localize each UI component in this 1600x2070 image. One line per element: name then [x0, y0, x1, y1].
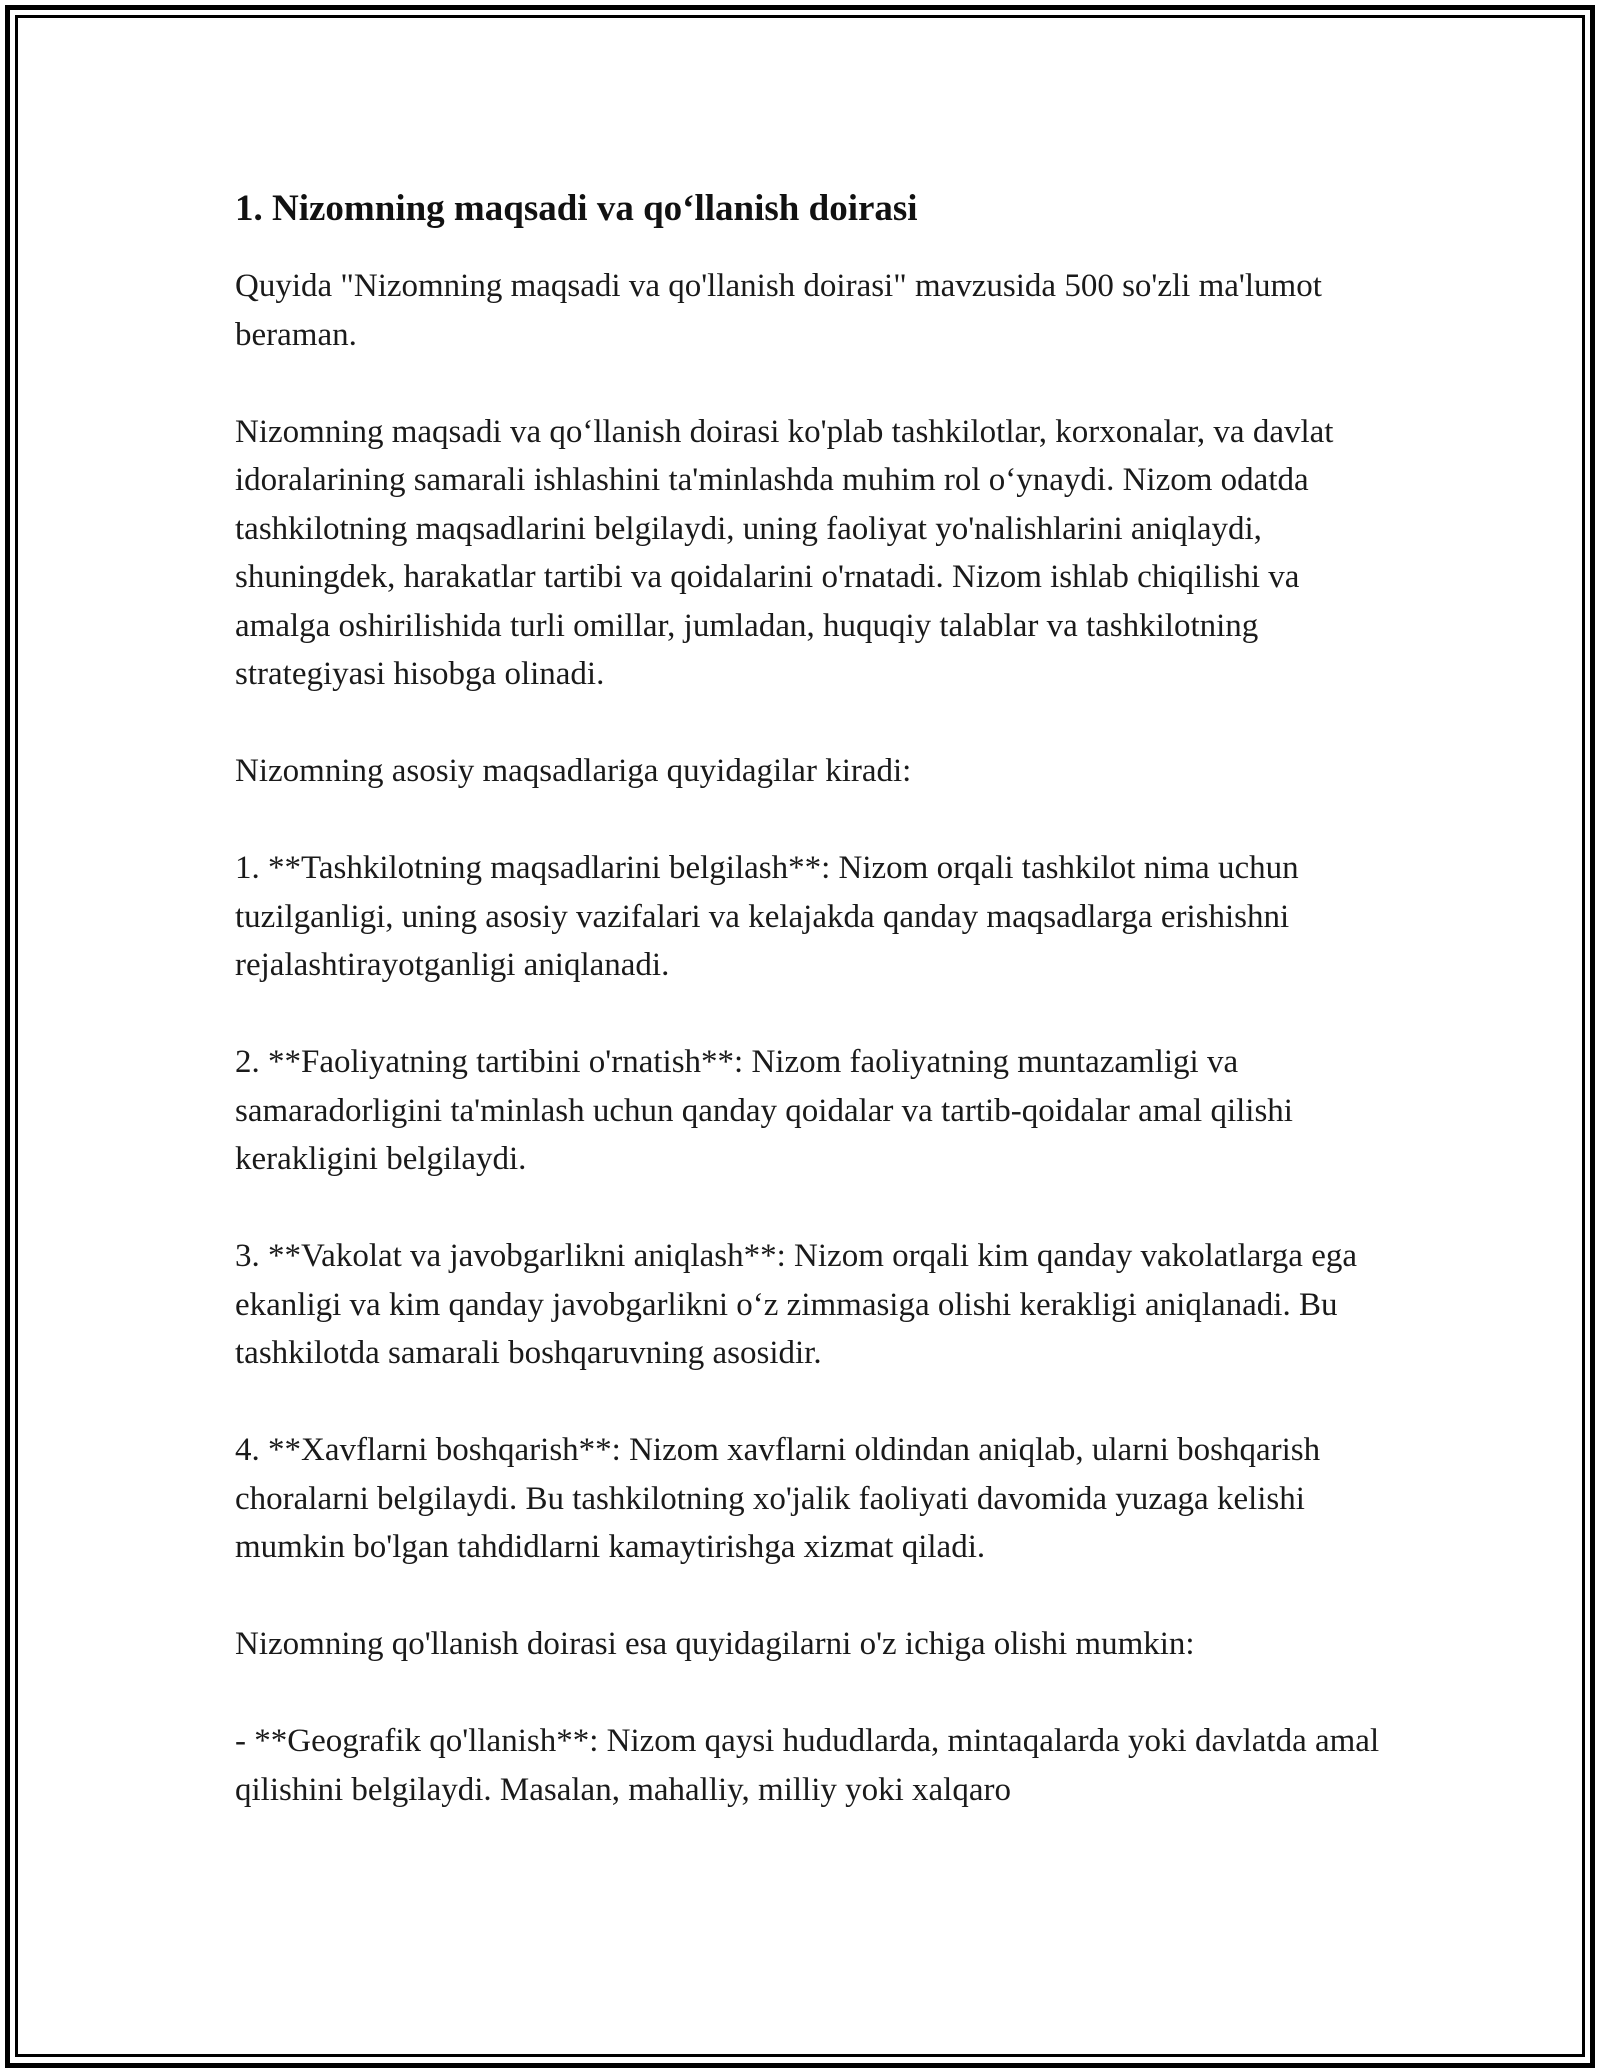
list-item-4: 4. **Xavflarni boshqarish**: Nizom xavflarni oldindan aniqlab, ularni boshqarish choralarni belgilaydi. Bu tashkilotning xo'jalik faoliyati davomida yuzaga kelishi mumkin bo'lgan tahdidlarni kamaytirishga xizmat qiladi.: [235, 1432, 1321, 1565]
list-item-1: 1. **Tashkilotning maqsadlarini belgilash**: Nizom orqali tashkilot nima uchun tuzilganligi, uning asosiy vazifalari va kelajakda qanday maqsadlarga erishishni rejalashtirayotganligi aniqlanadi.: [235, 850, 1299, 983]
purpose-paragraph: Nizomning maqsadi va qo‘llanish doirasi ko'plab tashkilotlar, korxonalar, va davlat idoralarining samarali ishlashini ta'minlashda muhim rol o‘ynaydi. Nizom odatda tashkilotning maqsadlarini belgilaydi, uning faoliyat yo'nalishlarini aniqlaydi, shuningdek, harakatlar tartibi va qoidalarini o'rnatadi. Nizom ishlab chiqilishi va amalga oshirilishida turli omillar, jumladan, huquqiy talablar va tashkilotning strategiyasi hisobga olinadi.: [235, 413, 1334, 692]
list-item-2: 2. **Faoliyatning tartibini o'rnatish**: Nizom faoliyatning muntazamligi va samaradorligini ta'minlash uchun qanday qoidalar va tartib-qoidalar amal qilishi kerakligini belgilaydi.: [235, 1044, 1293, 1177]
intro-paragraph: Quyida "Nizomning maqsadi va qo'llanish doirasi" mavzusida 500 so'zli ma'lumot beraman.: [235, 268, 1322, 353]
scope-heading-paragraph: Nizomning qo'llanish doirasi esa quyidagilarni o'z ichiga olishi mumkin:: [235, 1626, 1195, 1662]
list-item-3: 3. **Vakolat va javobgarlikni aniqlash**: Nizom orqali kim qanday vakolatlarga ega ekanligi va kim qanday javobgarlikni o‘z zimmasiga olishi kerakligi aniqlanadi. Bu tashkilotda samarali boshqaruvning asosidir.: [235, 1238, 1357, 1371]
page-title: 1. Nizomning maqsadi va qo‘llanish doirasi: [235, 188, 918, 229]
goals-heading-paragraph: Nizomning asosiy maqsadlariga quyidagilar kiradi:: [235, 753, 912, 789]
document-body: [235, 186, 1385, 1814]
scope-item-geographic: - **Geografik qo'llanish**: Nizom qaysi hududlarda, mintaqalarda yoki davlatda amal qilishini belgilaydi. Masalan, mahalliy, milliy yoki xalqaro: [235, 1723, 1380, 1808]
